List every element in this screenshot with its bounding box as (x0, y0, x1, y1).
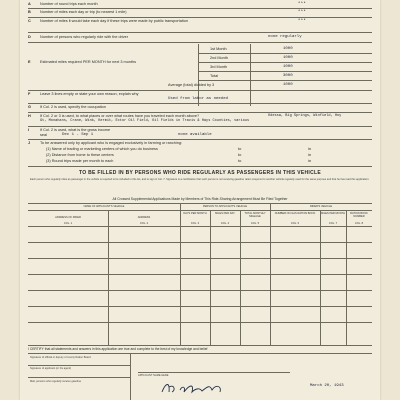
month-label: 3rd Month (210, 65, 228, 69)
row-label: (2) Distance from home to these centers (46, 153, 114, 157)
footer-left-2: Signature of applicant (or his agent) (30, 367, 72, 370)
income-value: none available (178, 133, 212, 137)
divider (198, 62, 372, 63)
col-number: COL. 7 (328, 222, 338, 225)
row-label: Number of persons who regularly ride with the driver (40, 35, 128, 39)
handwritten-signature (160, 380, 260, 396)
divider (28, 353, 372, 354)
average-value: 1000 (283, 83, 293, 87)
seal-value: Dec 1 - Sep 1 (62, 133, 94, 137)
month-value: 1000 (283, 56, 293, 60)
blank-in: in (308, 152, 312, 157)
row-label: Estimated miles required PER MONTH for next 3 months (40, 60, 137, 64)
divider (28, 42, 372, 43)
seal-label: seal (40, 133, 47, 137)
table-rule (28, 226, 372, 227)
col-header: ADDRESS OF RIDER (55, 216, 81, 219)
footer-left-1: Signature of official or deputy of county Ration Board (30, 356, 91, 359)
row-label: (1) Name of trading or marketing centers of which you do business (46, 147, 158, 151)
stars-mark: *** (298, 19, 307, 23)
blank-to: to (238, 152, 242, 157)
col-header: MILES PER MONTH (320, 212, 346, 215)
divider (198, 80, 372, 81)
section-heading: TO BE FILLED IN BY PERSONS WHO RIDE REGULARLY AS PASSENGERS IN THIS VEHICLE (78, 170, 322, 176)
row-letter: B (28, 10, 31, 14)
footer-left-3: Mail, persons who regularly receive gasoline (30, 380, 82, 383)
section-note: Each person who regularly rides as passenger in the vehicle is required to be included in this list, and to sign in Col. 7. Signature is a certification that such person is not receiving gasoline ration coupons for another vehicle regularly used for the same purpose and that he has read this application. (30, 178, 370, 181)
average-label: Average (total) divided by 3 (168, 83, 215, 87)
row-letter: G (28, 105, 31, 109)
persons-value: none regularly (268, 35, 302, 39)
divider (28, 8, 372, 9)
month-value: 3000 (283, 74, 293, 78)
applicant-name-label: APPLICANT NAME HERE (138, 374, 169, 377)
col-header: NUMBER ON GAS RATION BOOK (274, 212, 316, 215)
col-number: COL. 4 (220, 222, 230, 225)
divider (28, 377, 130, 378)
divider (28, 126, 372, 127)
blank-in: in (308, 158, 312, 163)
divider (28, 17, 372, 18)
stars-mark: *** (298, 2, 307, 6)
divider (28, 90, 372, 91)
table-row (28, 290, 372, 291)
divider (198, 71, 372, 72)
routes-value-cont: Gt, Monahans, Crane, Wink, Kermit, Ector Oil Field, Oil Fields in Travis & Hays Counties, various (40, 119, 250, 123)
divider (28, 112, 372, 113)
row-label: Leave 3 lines empty or state your own reason, explain why (40, 92, 139, 96)
divider (28, 365, 130, 366)
table-rule (108, 210, 109, 345)
month-label: Total (210, 74, 219, 78)
row-label: To be answered only by applicant who is engaged exclusively in farming or ranching: (40, 141, 183, 145)
row-letter: A (28, 2, 31, 6)
row-label: Number of miles each day or trip (to nearest 1 mile) (40, 10, 127, 14)
signature-line (138, 372, 290, 373)
row-label: If Col. 2 or 3 is used, to what places or over what routes have you traveled each month above? (40, 114, 200, 118)
divider (28, 103, 372, 104)
divider (28, 32, 372, 33)
table-rule (210, 210, 211, 345)
col-group-header: RIDER'S VEHICLE (309, 205, 333, 208)
table-row (28, 274, 372, 275)
month-value: 1000 (283, 65, 293, 69)
col-number: COL. 8 (354, 222, 364, 225)
divider (28, 166, 372, 167)
month-value: 1000 (283, 47, 293, 51)
table-rule (346, 210, 347, 345)
col-header: ADDRESS (137, 216, 151, 219)
table-border (28, 345, 372, 346)
month-label: 1st Month (210, 47, 227, 51)
month-label: 2nd Month (210, 56, 228, 60)
col-header: MILES PER DAY (215, 212, 235, 215)
row-letter: F (28, 92, 31, 96)
table-rule (240, 210, 241, 345)
blank-to: to (238, 158, 242, 163)
ration-application-form (20, 0, 380, 400)
row-letter: E (28, 60, 31, 64)
row-letter: I (28, 128, 30, 132)
row-label: If Col. 2 is used, what is the gross income (40, 128, 111, 132)
col-number: COL. 2 (139, 222, 149, 225)
col-group-header: PERSON TO APPLICANT'S VEHICLE (202, 205, 248, 208)
table-row (28, 258, 372, 259)
table-rule (320, 210, 321, 345)
row-letter: D (28, 35, 31, 39)
reason-value: Used from labor as needed (168, 97, 229, 101)
row-label: If Col. 2 is used, specify the occupation (40, 105, 106, 109)
col-group-header: NAME OF APPLICANT'S VEHICLE (83, 205, 125, 208)
col-number: COL. 5 (250, 222, 260, 225)
col-header: RATION BOOK NUMBER (350, 212, 368, 218)
col-header: TOTAL MONTHLY MILEAGE (244, 212, 266, 218)
row-letter: H (28, 114, 31, 118)
row-letter: C (28, 19, 31, 23)
table-row (28, 322, 372, 323)
table-rule (28, 210, 372, 211)
blank-to: to (238, 146, 242, 151)
table-border (28, 203, 372, 204)
table-row (28, 242, 372, 243)
stars-mark: *** (298, 10, 307, 14)
col-number: COL. 6 (290, 222, 300, 225)
row-label: Number of miles it would take each day if these trips were made by public transportation (40, 19, 188, 23)
row-letter: J (28, 141, 31, 145)
col-header: DAYS PER MONTH (183, 212, 207, 215)
signature-date: March 20, 1943 (310, 384, 344, 388)
divider (28, 139, 372, 140)
row-label: (3) Round trips made per month to each (46, 159, 114, 163)
col-number: COL. 1 (63, 222, 73, 225)
divider (130, 353, 131, 400)
routes-value: Odessa, Big Springs, Winfield, Hoy (268, 114, 342, 118)
blank-in: in (308, 146, 312, 151)
certify-text: I CERTIFY that all statements and answers in this application are true and complete to the best of my knowledge and belief (28, 347, 208, 351)
row-label: Number of round trips each month (40, 2, 98, 6)
table-row (28, 306, 372, 307)
divider (198, 53, 372, 54)
col-number: COL. 3 (190, 222, 200, 225)
section-subheading: All Crossed Supplemental Applications Made by Members of This Ride-Sharing Arrangement Must Be Filed Together (112, 197, 288, 201)
